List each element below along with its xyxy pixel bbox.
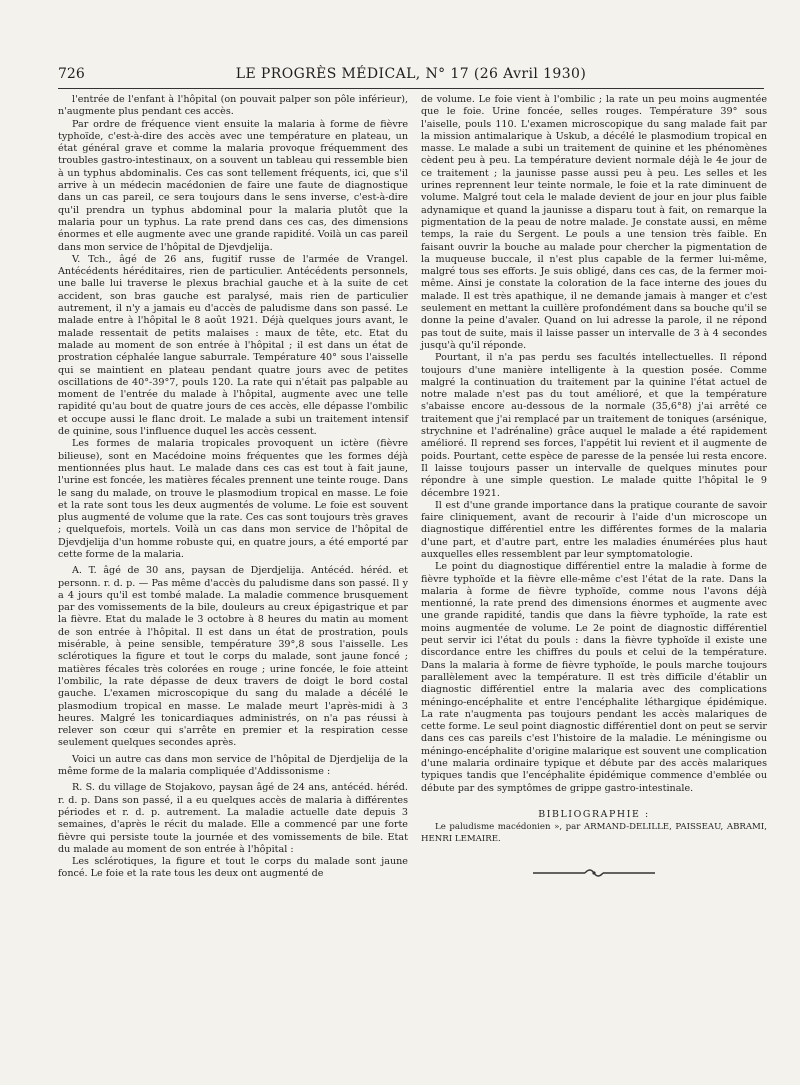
bibliography-entry: Le paludisme macédonien », par ARMAND-DELILLE, PAISSEAU, ABRAMI, HENRI LEMAIRE. xyxy=(421,822,767,845)
paragraph: V. Tch., âgé de 26 ans, fugitif russe de l'armée de Vrangel. Antécédents héréditaires, rien de particulier. Antécédents personnels, une balle lui traverse le plexus brachial gauche et à la suite de cet accident, son bras gauche est paralysé, mais rien de particulier autrement, il n'y a jamais eu d'accès de paludisme dans son passé. Le malade entre à l'hôpital le 8 août 1921. Déjà quelques jours avant, le malade ressentait de petits malaises : maux de tête, etc. Etat du malade au moment de son entrée à l'hôpital ; il est dans un état de prostration céphalée langue saburrale. Température 40° sous l'aisselle qui se maintient en plateau pendant quatre jours avec de petites oscillations de 40°-39°7, pouls 120. La rate qui n'était pas palpable au moment de l'entrée du malade à l'hôpital, augmente avec une telle rapidité qu'au bout de quatre jours de ces accès, elle dépasse l'ombilic et occupe aussi le flanc droit. Le malade a subi un traitement intensif de quinine, sous l'influence duquel les accès cessent. xyxy=(58,253,408,438)
paragraph: Il est d'une grande importance dans la pratique courante de savoir faire cliniquement, avant de recourir à l'aide d'un microscope un diagnostique différentiel entre les différentes formes de la malaria d'une part, et d'autre part, entre les maladies énumérées plus haut auxquelles elles ressemblent par leur symptomatologie. xyxy=(421,499,767,560)
paragraph: A. T. âgé de 30 ans, paysan de Djerdjelija. Antécéd. héréd. et personn. r. d. p. — Pas même d'accès du paludisme dans son passé. Il y a 4 jours qu'il est tombé malade. La maladie commence brusquement par des vomissements de la bile, douleurs au creux épigastrique et par la fièvre. Etat du malade le 3 octobre à 8 heures du matin au moment de son entrée à l'hôpital. Il est dans un état de prostration, pouls misérable, à peine sensible, température 39°,8 sous l'aisselle. Les sclérotiques la figure et tout le corps du malade, sont jaune foncé ; matières fécales très colorées en rouge ; urine foncée, le foie atteint l'ombilic, la rate dépasse de deux travers de doigt le bord costal gauche. L'examen microscopique du sang du malade a décélé le plasmodium tropical en masse. Le malade meurt l'après-midi à 3 heures. Malgré les tonicardiaques administrés, on n'a pas réussi à relever son cœur qui s'arrête en premier et la respiration cesse seulement quelques secondes après. xyxy=(58,565,408,749)
paragraph: R. S. du village de Stojakovo, paysan âgé de 24 ans, antécéd. héréd. r. d. p. Dans son passé, il a eu quelques accès de malaria à différentes périodes et r. d. p. autrement. La maladie actuelle date depuis 3 semaines, d'après le récit du malade. Elle a commencé par une forte fièvre qui persiste toute la journée et des vomissements de bile. Etat du malade au moment de son entrée à l'hôpital : xyxy=(58,782,408,855)
page-header xyxy=(58,66,764,88)
paragraph: de volume. Le foie vient à l'ombilic ; la rate un peu moins augmentée que le foie. Urine foncée, selles rouges. Température 39° sous l'aiselle, pouls 110. L'examen microscopique du sang malade fait par la mission antimalarique à Uskub, a décélé le plasmodium tropical en masse. Le malade a subi un traitement de quinine et les phénomènes cèdent peu à peu. La température devient normale déjà le 4e jour de ce traitement ; la jaunisse passe aussi peu à peu. Les selles et les urines reprennent leur teinte normale, le foie et la rate diminuent de volume. Malgré tout cela le malade devient de jour en jour plus faible adynamique et quand la jaunisse a disparu tout à fait, on remarque la pigmentation de la peau de notre malade. Je constate aussi, en même temps, la raie du Sergent. Le pouls a une tension très faible. En faisant ouvrir la bouche au malade pour chercher la pigmentation de la muqueuse buccale, il n'est plus capable de la fermer lui-même, malgré tous ses efforts. Je suis obligé, dans ces cas, de la fermer moi-même. Ainsi je constate la coloration de la face interne des joues du malade. Il est très apathique, il ne demande jamais à manger et c'est seulement en mettant la cuillère profondément dans sa bouche qu'il se donne la peine d'avaler. Quand on lui adresse la parole, il ne répond pas tout de suite, mais il laisse passer un intervalle de 3 à 4 secondes jusqu'à qu'il réponde. xyxy=(421,94,767,351)
right-column xyxy=(421,94,767,879)
page-number: 726 xyxy=(58,66,85,82)
paragraph: Pourtant, il n'a pas perdu ses facultés intellectuelles. Il répond toujours d'une manière intelligente à la question posée. Comme malgré la continuation du traitement par la quinine l'état actuel de notre malade n'est pas du tout amélioré, et que la température s'abaisse encore au-dessous de la normale (35,6°8) j'ai arrêté ce traitement que j'ai remplacé par un traitement de toniques (arsénique, strychnine et l'adrénaline) grâce auquel le malade a été rapidement amélioré. Il reprend ses forces, l'appétit lui revient et il augmente de poids. Pourtant, cette espèce de paresse de la pensée lui resta encore. Il laisse toujours passer un intervalle de quelques minutes pour répondre à une simple question. Le malade quitte l'hôpital le 9 décembre 1921. xyxy=(421,352,767,499)
ornament-divider xyxy=(529,867,659,879)
paragraph: Les formes de malaria tropicales provoquent un ictère (fièvre bilieuse), sont en Macédoine moins fréquentes que les formes déjà mentionnées plus haut. Le malade dans ces cas est tout à fait jaune, l'urine est foncée, les matières fécales prennent une teinte rouge. Dans le sang du malade, on trouve le plasmodium tropical en masse. Le foie et la rate sont tous les deux augmentés de volume. Le foie est souvent plus augmenté de volume que la rate. Ces cas sont toujours très graves ; quelquefois, mortels. Voilà un cas dans mon service de l'hôpital de Djevdjelija d'un homme robuste qui, en quatre jours, a été emporté par cette forme de la malaria. xyxy=(58,438,408,560)
bibliography-heading: BIBLIOGRAPHIE : xyxy=(538,808,650,820)
right-column-text xyxy=(421,94,767,795)
paragraph: Les sclérotiques, la figure et tout le corps du malade sont jaune foncé. Le foie et la rate tous les deux ont augmenté de xyxy=(58,856,408,880)
paragraph: Voici un autre cas dans mon service de l'hôpital de Djerdjelija de la même forme de la malaria compliquée d'Addissonisme : xyxy=(58,753,408,778)
running-title: LE PROGRÈS MÉDICAL, N° 17 (26 Avril 1930) xyxy=(235,66,587,82)
header-rule xyxy=(58,88,764,89)
paragraph: Par ordre de fréquence vient ensuite la malaria à forme de fièvre typhoïde, c'est-à-dire des accès avec une température en plateau, un état général grave et comme la malaria provoque fréquemment des troubles gastro-intestinaux, on a souvent un tableau qui ressemble bien à un typhus abdominalis. Ces cas sont tellement fréquents, ici, que s'il arrive à un médecin macédonien de faire une faute de diagnostique dans un cas pareil, ce sera toujours dans le sens inverse, c'est-à-dire qu'il prendra un typhus abdominal pour la malaria plutôt que la malaria pour un typhus. La rate prend dans ces cas, des dimensions énormes et elle augmente avec une grande rapidité. Voilà un cas pareil dans mon service de l'hôpital de Djevdjelija. xyxy=(58,118,408,253)
paragraph: Le point du diagnostique différentiel entre la maladie à forme de fièvre typhoïde et la fièvre elle-même c'est l'état de la rate. Dans la malaria à forme de fièvre typhoïde, comme nous l'avons déjà mentionné, la rate prend des dimensions énormes et augmente avec une grande rapidité, tandis que dans la fièvre typhoïde, la rate est moins augmentée de volume. Le 2e point de diagnostic différentiel peut servir ici l'état du pouls : dans la fièvre typhoïde il existe une discordance entre les chiffres du pouls et celui de la température. Dans la malaria à forme de fièvre typhoïde, le pouls marche toujours parallèlement avec la température. Il est très difficile d'établir un diagnostic différentiel entre la malaria avec des complications méningo-encéphalite et entre l'encéphalite léthargique épidémique. La rate n'augmenta pas toujours pendant les accès malariques de cette forme. Le seul point diagnostic différentiel dont on peut se servir dans ces cas pareils c'est l'histoire de la maladie. Le méningisme ou méningo-encéphalite d'origine malarique est souvent une complication d'une malaria ordinaire typique et débute par des accès malariques typiques tandis que l'encéphalite épidémique commence d'emblée ou débute par des symptômes de grippe gastro-intestinale. xyxy=(421,561,767,794)
left-column xyxy=(58,94,408,881)
paragraph: l'entrée de l'enfant à l'hôpital (on pouvait palper son pôle inférieur), n'augmente plus pendant ces accès. xyxy=(58,94,408,118)
